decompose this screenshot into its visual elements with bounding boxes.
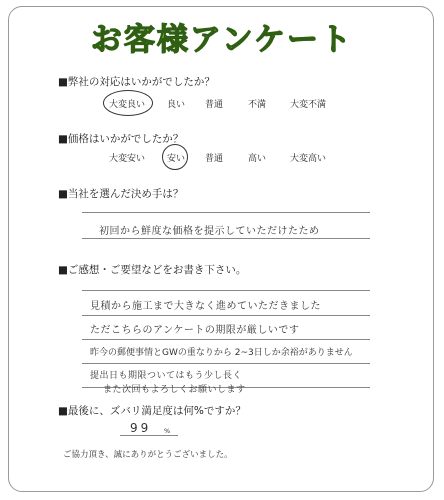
- comment-line-2: ただこちらのアンケートの期限が厳しいです: [90, 325, 300, 336]
- answer-line: [82, 339, 370, 340]
- answer-line: [82, 363, 370, 364]
- comment-line-1: 見積から施工まで大きなく進めていただきました: [90, 301, 321, 312]
- price-option-expensive[interactable]: 高い: [248, 154, 267, 164]
- thank-you-message: ご協力頂き、誠にありがとうございました。: [63, 450, 233, 460]
- service-option-normal[interactable]: 普通: [205, 100, 224, 110]
- service-options: [101, 97, 351, 115]
- price-option-very-cheap[interactable]: 大変安い: [109, 154, 146, 164]
- price-option-cheap[interactable]: 安い: [167, 154, 186, 164]
- satisfaction-line: [120, 435, 178, 436]
- question-deciding-factor: ■当社を選んだ決め手は？: [58, 188, 184, 200]
- answer-line: [82, 212, 370, 213]
- satisfaction-value: 99: [130, 421, 152, 435]
- service-option-very-good[interactable]: 大変良い: [109, 100, 146, 110]
- comment-line-3: 昨今の郵便事情とGWの重なりから 2~3日しか余裕がありません: [90, 348, 353, 358]
- comment-line-4: 提出日も期限ついてはもう少し長く: [90, 371, 243, 381]
- question-comments: ■ご感想・ご要望などをお書き下さい。: [58, 264, 247, 276]
- satisfaction-unit: %: [164, 427, 171, 435]
- service-option-good[interactable]: 良い: [167, 100, 186, 110]
- answer-line: [82, 315, 370, 316]
- answer-line: [82, 238, 370, 239]
- price-options: [101, 151, 351, 169]
- question-price: ■価格はいかがでしたか？: [58, 133, 184, 145]
- question-satisfaction: ■最後に、ズバリ満足度は何%ですか？: [58, 405, 246, 417]
- price-option-normal[interactable]: 普通: [205, 154, 224, 164]
- deciding-factor-answer: 初回から鮮度な価格を提示していただけたため: [99, 226, 320, 237]
- service-option-dissatisfied[interactable]: 不満: [248, 100, 267, 110]
- survey-title: お客様アンケート: [90, 22, 354, 58]
- question-service: ■弊社の対応はいかがでしたか？: [58, 76, 215, 88]
- answer-line: [82, 290, 370, 291]
- service-selected-circle: [103, 90, 153, 116]
- price-selected-circle: [162, 144, 188, 170]
- comment-line-5: また次回もよろしくお願いします: [103, 385, 246, 395]
- price-option-very-expensive[interactable]: 大変高い: [290, 154, 327, 164]
- service-option-very-dissatisfied[interactable]: 大変不満: [290, 100, 327, 110]
